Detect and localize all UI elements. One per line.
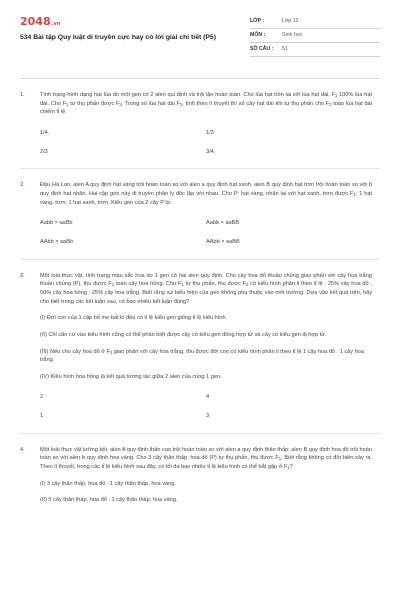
- text-part: : 1 hạt vàng, trơn; 1 hạt xanh, trơn. Kiểu gen của 2 cây P là:: [40, 190, 372, 206]
- statement: [40, 314, 372, 323]
- meta-row-class: [250, 15, 380, 29]
- question-number: 1.: [20, 92, 25, 98]
- question-1: [20, 91, 380, 156]
- answer-option[interactable]: AAbb × aaBB: [206, 238, 240, 245]
- question-text: [40, 91, 372, 117]
- text-part: có kiểu hình phân li theo tỉ lệ : 25% cây hoa đỏ ; 50% cây hoa hồng ; 25% cây hoa trắng. Biết rằng sự biểu hiện của gen không phụ thuộc vào môi trường. Dựa vào kết quả trên, hãy cho biết trong các kết luận sau, có bao nhiêu kết luận đúng?: [40, 281, 372, 305]
- meta-label: LỚP :: [250, 18, 265, 24]
- meta-table: [250, 15, 380, 72]
- subscript: 2: [109, 349, 113, 355]
- answer-option[interactable]: Aabb × aaBB: [206, 220, 240, 227]
- question-2: [20, 181, 380, 246]
- question-body: [40, 446, 380, 505]
- subscript: 1: [334, 93, 338, 98]
- question-3: [20, 272, 380, 421]
- question-4: [20, 446, 380, 505]
- header-left: [20, 14, 240, 72]
- subscript: 1: [353, 191, 356, 197]
- meta-value: 51: [282, 46, 288, 53]
- answer-option[interactable]: 3: [206, 413, 210, 420]
- answer-option[interactable]: 2: [40, 394, 44, 401]
- text-part: giao phấn với cây hoa trắng, thu được đời con có kiểu hình phân li theo tỉ lệ 1 cây hoa đỏ : 1 cây hoa trắng.: [40, 348, 364, 364]
- subscript: 2: [119, 101, 122, 107]
- subscript: 2: [179, 101, 183, 107]
- site-logo[interactable]: [20, 16, 240, 27]
- meta-row-count: [250, 43, 380, 57]
- subscript: 1: [181, 282, 184, 288]
- answer-option[interactable]: AAbb × aaBb: [40, 238, 74, 245]
- text-part: ?: [289, 464, 293, 471]
- meta-label: SỐ CÂU :: [250, 46, 274, 53]
- answer-options: [40, 129, 372, 156]
- question-divider: [20, 168, 380, 169]
- text-part: Tính trạng hình dạng hạt lúa do một gen có 2 alen qui định và trội lặn hoàn toàn. Cho lúa hạt tròn lai với lúa hạt dài, F: [40, 92, 335, 98]
- statement: [40, 496, 372, 505]
- question-text: [40, 181, 372, 207]
- text-part: Đậu Hà Lan, alen A quy định hạt vàng trội hoàn toàn so với alen a quy định hạt xanh, alen B quy định hạt trơn trội hoàn toàn so với b quy định hạt nhăn. Hai cặp gen này di truyền phân ly độc lập với nhau. Cho P: hạt vàng, nhăn lai với hạt xanh, trơn được F: [40, 182, 372, 197]
- text-part: (III) Nếu cho cây hoa đỏ ở F: [40, 348, 110, 355]
- document-title: 534 Bài tập Quy luật di truyền cực hay có lời giải chi tiết (P5): [20, 34, 216, 41]
- text-part: toàn cây hoa hồng. Cho F: [114, 281, 182, 288]
- meta-row-subject: [250, 29, 380, 43]
- answer-option[interactable]: 3/4.: [206, 148, 216, 155]
- answer-options: [40, 393, 372, 420]
- statement: [40, 331, 372, 340]
- text-part: (II) Chỉ căn cứ vào kiểu hình cũng có thể phân biệt được cây có kiểu gen đồng hợp tử và cây có kiểu gen dị hợp tử.: [40, 331, 327, 338]
- text-part: , tính theo lí thuyết thì số cây hạt dài khi tự thụ phấn cho F: [182, 100, 330, 107]
- answer-options: [40, 219, 372, 246]
- header-divider: [20, 78, 380, 79]
- answer-option[interactable]: 1/4.: [40, 129, 50, 136]
- answer-option[interactable]: 4: [206, 394, 210, 401]
- question-text: [40, 446, 372, 472]
- text-part: (I) Đời con của 1 cặp bố mẹ bất kì đều có tỉ lệ kiểu gen giống tỉ lệ kiểu hình.: [40, 315, 228, 322]
- question-number: 4.: [20, 446, 25, 453]
- text-part: (I) 3 cây thân thấp, hoa đỏ : 1 cây thân thấp, hoa vàng.: [40, 480, 176, 487]
- text-part: . Biết rằng không có đột biến xảy ra. Theo lí thuyết, trong các tỉ lệ kiểu hình sau đây, có tối đa bao nhiêu tỉ lệ kiểu hình có thể bắt gặp ở F: [40, 455, 372, 471]
- answer-option[interactable]: 2/3: [40, 148, 48, 155]
- subscript: 1: [287, 465, 290, 471]
- subscript: 1: [278, 456, 282, 462]
- subscript: 1: [66, 101, 69, 107]
- question-text: [40, 272, 372, 307]
- meta-value: Sinh học: [282, 32, 303, 39]
- text-part: Một loài thực vật, tính trạng màu sắc hoa do 1 gen có hai alen quy định. Cho cây hoa đỏ thuần chủng giao phấn với cây hoa trắng thuần chủng (P), thu được F: [40, 272, 372, 288]
- logo-main: 2048: [20, 15, 51, 28]
- answer-option[interactable]: 1/3: [206, 129, 214, 136]
- answer-option[interactable]: Aabb × aaBb: [40, 220, 73, 227]
- text-part: tự thụ phấn được F: [68, 100, 120, 107]
- meta-value: Lớp 12: [282, 18, 299, 24]
- statement: [40, 480, 372, 489]
- statement: [40, 373, 372, 382]
- subscript: 3: [329, 101, 332, 107]
- question-number: 2.: [20, 182, 25, 189]
- text-part: toàn lúa hạt dài chiếm tỉ lệ: [40, 100, 373, 116]
- question-body: [40, 91, 380, 156]
- logo-suffix: .vn: [51, 21, 61, 27]
- text-part: Một loài thực vật lưỡng bội, alen A quy định thân cao trội hoàn toàn so với alen a quy định thân thấp; alen B quy định hoa đỏ trội hoàn toàn so với alen b quy định hoa vàng. Cho 3 cây thân thấp, hoa đỏ (P) tự thụ phấn, thu được F: [40, 446, 372, 462]
- statement: [40, 348, 372, 365]
- question-list: [20, 91, 380, 505]
- meta-label: MÔN :: [250, 32, 266, 39]
- subscript: 1: [111, 282, 115, 288]
- text-part: 100% lúa hạt dài. Cho F: [40, 92, 372, 107]
- header: [20, 14, 380, 72]
- text-part: . Trong số lúa hạt dài F: [121, 100, 180, 107]
- question-number: 3.: [20, 272, 25, 279]
- question-body: [40, 272, 380, 421]
- subscript: 2: [246, 282, 249, 288]
- text-part: (II) 5 cây thân thấp, hoa đỏ : 1 cây thân thấp, hoa vàng.: [40, 497, 178, 504]
- answer-option[interactable]: 1: [40, 413, 44, 420]
- question-divider: [20, 259, 380, 260]
- question-divider: [20, 433, 380, 434]
- text-part: tự thụ phấn, thu được F: [183, 281, 247, 288]
- text-part: (IV) Kiểu hình hoa hồng là kết quả tương tác giữa 2 alen của cùng 1 gen.: [40, 373, 222, 380]
- question-body: [40, 181, 380, 246]
